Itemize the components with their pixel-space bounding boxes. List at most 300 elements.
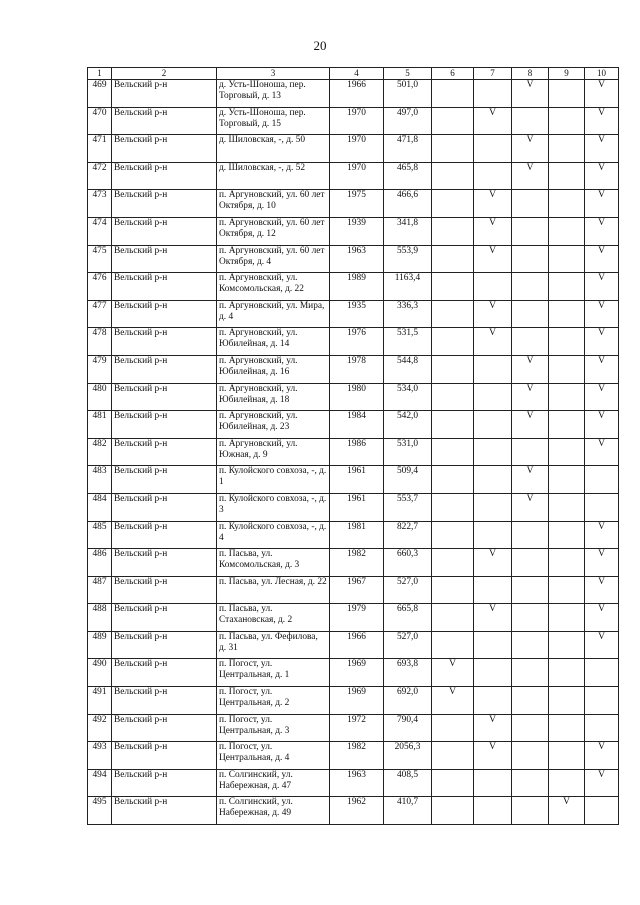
- address-cell: п. Пасьва, ул. Фефилова, д. 31: [217, 631, 330, 659]
- mark-col9-cell: [549, 411, 585, 439]
- row-number: 479: [88, 355, 112, 383]
- row-number: 488: [88, 604, 112, 632]
- mark-col7-cell: V: [474, 217, 512, 245]
- area-cell: 553,9: [384, 245, 432, 273]
- mark-col9-cell: [549, 659, 585, 687]
- year-cell: 1978: [330, 355, 384, 383]
- row-number: 495: [88, 797, 112, 825]
- mark-col10-cell: V: [585, 438, 619, 466]
- address-cell: п. Погост, ул. Центральная, д. 1: [217, 659, 330, 687]
- year-cell: 1982: [330, 549, 384, 577]
- column-header-2: 2: [112, 68, 217, 80]
- mark-col9-cell: [549, 604, 585, 632]
- district-cell: Вельский р-н: [112, 438, 217, 466]
- row-number: 472: [88, 162, 112, 190]
- district-cell: Вельский р-н: [112, 797, 217, 825]
- district-cell: Вельский р-н: [112, 687, 217, 715]
- mark-col7-cell: V: [474, 549, 512, 577]
- mark-col8-cell: [512, 245, 549, 273]
- column-header-6: 6: [432, 68, 474, 80]
- table-row: [88, 80, 619, 108]
- mark-col8-cell: [512, 190, 549, 218]
- district-cell: Вельский р-н: [112, 714, 217, 742]
- row-number: 474: [88, 217, 112, 245]
- table-row: [88, 190, 619, 218]
- area-cell: 553,7: [384, 493, 432, 521]
- row-number: 478: [88, 328, 112, 356]
- mark-col6-cell: [432, 107, 474, 135]
- mark-col10-cell: V: [585, 521, 619, 549]
- address-cell: п. Солгинский, ул. Набережная, д. 47: [217, 769, 330, 797]
- address-cell: д. Усть-Шоноша, пер. Торговый, д. 13: [217, 80, 330, 108]
- district-cell: Вельский р-н: [112, 190, 217, 218]
- mark-col10-cell: V: [585, 355, 619, 383]
- mark-col9-cell: [549, 576, 585, 604]
- mark-col8-cell: V: [512, 493, 549, 521]
- mark-col7-cell: [474, 355, 512, 383]
- mark-col8-cell: V: [512, 162, 549, 190]
- year-cell: 1979: [330, 604, 384, 632]
- mark-col7-cell: [474, 576, 512, 604]
- mark-col9-cell: [549, 135, 585, 163]
- year-cell: 1989: [330, 273, 384, 301]
- mark-col8-cell: [512, 659, 549, 687]
- row-number: 480: [88, 383, 112, 411]
- mark-col10-cell: V: [585, 300, 619, 328]
- mark-col7-cell: [474, 135, 512, 163]
- mark-col10-cell: V: [585, 328, 619, 356]
- area-cell: 336,3: [384, 300, 432, 328]
- area-cell: 471,8: [384, 135, 432, 163]
- mark-col7-cell: V: [474, 328, 512, 356]
- column-number-row: [88, 68, 619, 80]
- mark-col10-cell: V: [585, 742, 619, 770]
- row-number: 491: [88, 687, 112, 715]
- mark-col8-cell: [512, 300, 549, 328]
- row-number: 492: [88, 714, 112, 742]
- mark-col6-cell: [432, 190, 474, 218]
- table-row: [88, 162, 619, 190]
- mark-col8-cell: [512, 328, 549, 356]
- mark-col7-cell: [474, 383, 512, 411]
- table-row: [88, 411, 619, 439]
- mark-col10-cell: V: [585, 190, 619, 218]
- mark-col9-cell: [549, 217, 585, 245]
- mark-col6-cell: [432, 245, 474, 273]
- area-cell: 531,5: [384, 328, 432, 356]
- table-row: [88, 355, 619, 383]
- mark-col9-cell: [549, 438, 585, 466]
- mark-col6-cell: [432, 438, 474, 466]
- row-number: 470: [88, 107, 112, 135]
- mark-col9-cell: [549, 162, 585, 190]
- year-cell: 1969: [330, 687, 384, 715]
- mark-col8-cell: [512, 217, 549, 245]
- mark-col10-cell: V: [585, 135, 619, 163]
- area-cell: 408,5: [384, 769, 432, 797]
- mark-col9-cell: [549, 273, 585, 301]
- column-header-7: 7: [474, 68, 512, 80]
- address-cell: п. Аргуновский, ул. Юбилейная, д. 14: [217, 328, 330, 356]
- mark-col8-cell: [512, 273, 549, 301]
- mark-col6-cell: V: [432, 659, 474, 687]
- area-cell: 790,4: [384, 714, 432, 742]
- table-row: [88, 466, 619, 494]
- mark-col7-cell: [474, 273, 512, 301]
- table-body: [88, 80, 619, 825]
- mark-col8-cell: [512, 521, 549, 549]
- mark-col6-cell: [432, 576, 474, 604]
- row-number: 477: [88, 300, 112, 328]
- mark-col6-cell: V: [432, 687, 474, 715]
- table-row: [88, 245, 619, 273]
- mark-col9-cell: [549, 493, 585, 521]
- mark-col10-cell: V: [585, 769, 619, 797]
- page-number: 20: [313, 38, 327, 53]
- area-cell: 509,4: [384, 466, 432, 494]
- mark-col8-cell: V: [512, 383, 549, 411]
- mark-col8-cell: V: [512, 411, 549, 439]
- year-cell: 1961: [330, 493, 384, 521]
- mark-col6-cell: [432, 135, 474, 163]
- district-cell: Вельский р-н: [112, 493, 217, 521]
- address-cell: п. Аргуновский, ул. Мира, д. 4: [217, 300, 330, 328]
- mark-col10-cell: V: [585, 631, 619, 659]
- address-cell: п. Пасьва, ул. Комсомольская, д. 3: [217, 549, 330, 577]
- table-row: [88, 438, 619, 466]
- year-cell: 1967: [330, 576, 384, 604]
- housing-register-table: [87, 67, 619, 825]
- row-number: 469: [88, 80, 112, 108]
- table-row: [88, 521, 619, 549]
- address-cell: п. Погост, ул. Центральная, д. 4: [217, 742, 330, 770]
- mark-col9-cell: [549, 107, 585, 135]
- area-cell: 544,8: [384, 355, 432, 383]
- mark-col9-cell: [549, 687, 585, 715]
- row-number: 483: [88, 466, 112, 494]
- address-cell: п. Аргуновский, ул. Юбилейная, д. 18: [217, 383, 330, 411]
- area-cell: 531,0: [384, 438, 432, 466]
- mark-col9-cell: [549, 466, 585, 494]
- row-number: 489: [88, 631, 112, 659]
- address-cell: п. Солгинский, ул. Набережная, д. 49: [217, 797, 330, 825]
- mark-col6-cell: [432, 493, 474, 521]
- mark-col6-cell: [432, 273, 474, 301]
- mark-col8-cell: V: [512, 466, 549, 494]
- area-cell: 542,0: [384, 411, 432, 439]
- area-cell: 534,0: [384, 383, 432, 411]
- year-cell: 1972: [330, 714, 384, 742]
- area-cell: 527,0: [384, 576, 432, 604]
- district-cell: Вельский р-н: [112, 300, 217, 328]
- mark-col7-cell: [474, 521, 512, 549]
- mark-col10-cell: [585, 797, 619, 825]
- area-cell: 822,7: [384, 521, 432, 549]
- table-row: [88, 659, 619, 687]
- district-cell: Вельский р-н: [112, 659, 217, 687]
- table-row: [88, 687, 619, 715]
- district-cell: Вельский р-н: [112, 80, 217, 108]
- year-cell: 1984: [330, 411, 384, 439]
- mark-col10-cell: V: [585, 411, 619, 439]
- mark-col10-cell: V: [585, 217, 619, 245]
- mark-col8-cell: [512, 742, 549, 770]
- table-row: [88, 273, 619, 301]
- row-number: 490: [88, 659, 112, 687]
- mark-col6-cell: [432, 769, 474, 797]
- district-cell: Вельский р-н: [112, 411, 217, 439]
- address-cell: п. Погост, ул. Центральная, д. 3: [217, 714, 330, 742]
- mark-col8-cell: [512, 769, 549, 797]
- address-cell: п. Аргуновский, ул. 60 лет Октября, д. 4: [217, 245, 330, 273]
- mark-col8-cell: [512, 438, 549, 466]
- row-number: 481: [88, 411, 112, 439]
- district-cell: Вельский р-н: [112, 742, 217, 770]
- address-cell: п. Аргуновский, ул. 60 лет Октября, д. 12: [217, 217, 330, 245]
- table-row: [88, 107, 619, 135]
- mark-col10-cell: [585, 466, 619, 494]
- mark-col10-cell: V: [585, 383, 619, 411]
- mark-col9-cell: [549, 245, 585, 273]
- mark-col9-cell: [549, 383, 585, 411]
- column-header-1: 1: [88, 68, 112, 80]
- area-cell: 465,8: [384, 162, 432, 190]
- mark-col9-cell: [549, 328, 585, 356]
- district-cell: Вельский р-н: [112, 521, 217, 549]
- mark-col7-cell: V: [474, 107, 512, 135]
- address-cell: п. Пасьва, ул. Лесная, д. 22: [217, 576, 330, 604]
- mark-col8-cell: V: [512, 80, 549, 108]
- address-cell: п. Аргуновский, ул. 60 лет Октября, д. 10: [217, 190, 330, 218]
- address-cell: д. Шиловская, -, д. 50: [217, 135, 330, 163]
- mark-col6-cell: [432, 328, 474, 356]
- year-cell: 1966: [330, 80, 384, 108]
- year-cell: 1975: [330, 190, 384, 218]
- column-header-3: 3: [217, 68, 330, 80]
- district-cell: Вельский р-н: [112, 383, 217, 411]
- district-cell: Вельский р-н: [112, 162, 217, 190]
- year-cell: 1981: [330, 521, 384, 549]
- area-cell: 466,6: [384, 190, 432, 218]
- mark-col10-cell: V: [585, 549, 619, 577]
- address-cell: п. Кулойского совхоза, -, д. 1: [217, 466, 330, 494]
- mark-col10-cell: V: [585, 604, 619, 632]
- district-cell: Вельский р-н: [112, 328, 217, 356]
- mark-col7-cell: [474, 797, 512, 825]
- area-cell: 2056,3: [384, 742, 432, 770]
- mark-col6-cell: [432, 549, 474, 577]
- address-cell: п. Аргуновский, ул. Юбилейная, д. 23: [217, 411, 330, 439]
- year-cell: 1976: [330, 328, 384, 356]
- column-header-4: 4: [330, 68, 384, 80]
- district-cell: Вельский р-н: [112, 466, 217, 494]
- mark-col7-cell: [474, 769, 512, 797]
- address-cell: п. Аргуновский, ул. Юбилейная, д. 16: [217, 355, 330, 383]
- mark-col10-cell: V: [585, 162, 619, 190]
- mark-col6-cell: [432, 300, 474, 328]
- mark-col7-cell: V: [474, 714, 512, 742]
- mark-col7-cell: V: [474, 604, 512, 632]
- table-row: [88, 328, 619, 356]
- mark-col7-cell: [474, 438, 512, 466]
- table-row: [88, 300, 619, 328]
- address-cell: п. Погост, ул. Центральная, д. 2: [217, 687, 330, 715]
- row-number: 484: [88, 493, 112, 521]
- address-cell: п. Аргуновский, ул. Комсомольская, д. 22: [217, 273, 330, 301]
- mark-col6-cell: [432, 355, 474, 383]
- row-number: 494: [88, 769, 112, 797]
- mark-col6-cell: [432, 714, 474, 742]
- year-cell: 1969: [330, 659, 384, 687]
- area-cell: 341,8: [384, 217, 432, 245]
- area-cell: 410,7: [384, 797, 432, 825]
- year-cell: 1935: [330, 300, 384, 328]
- mark-col6-cell: [432, 521, 474, 549]
- mark-col10-cell: [585, 659, 619, 687]
- mark-col9-cell: [549, 300, 585, 328]
- mark-col9-cell: [549, 631, 585, 659]
- mark-col7-cell: [474, 687, 512, 715]
- address-cell: д. Усть-Шоноша, пер. Торговый, д. 15: [217, 107, 330, 135]
- row-number: 493: [88, 742, 112, 770]
- table-row: [88, 797, 619, 825]
- column-header-10: 10: [585, 68, 619, 80]
- table-row: [88, 714, 619, 742]
- column-header-5: 5: [384, 68, 432, 80]
- row-number: 486: [88, 549, 112, 577]
- mark-col7-cell: [474, 631, 512, 659]
- mark-col9-cell: [549, 549, 585, 577]
- district-cell: Вельский р-н: [112, 273, 217, 301]
- address-cell: д. Шиловская, -, д. 52: [217, 162, 330, 190]
- area-cell: 693,8: [384, 659, 432, 687]
- district-cell: Вельский р-н: [112, 217, 217, 245]
- area-cell: 692,0: [384, 687, 432, 715]
- year-cell: 1966: [330, 631, 384, 659]
- mark-col8-cell: [512, 687, 549, 715]
- year-cell: 1962: [330, 797, 384, 825]
- district-cell: Вельский р-н: [112, 135, 217, 163]
- mark-col6-cell: [432, 80, 474, 108]
- mark-col8-cell: V: [512, 355, 549, 383]
- area-cell: 497,0: [384, 107, 432, 135]
- table-row: [88, 135, 619, 163]
- row-number: 471: [88, 135, 112, 163]
- district-cell: Вельский р-н: [112, 769, 217, 797]
- table-row: [88, 742, 619, 770]
- mark-col8-cell: [512, 576, 549, 604]
- year-cell: 1939: [330, 217, 384, 245]
- column-header-9: 9: [549, 68, 585, 80]
- mark-col9-cell: [549, 521, 585, 549]
- row-number: 487: [88, 576, 112, 604]
- mark-col10-cell: [585, 714, 619, 742]
- district-cell: Вельский р-н: [112, 549, 217, 577]
- table-header: [88, 68, 619, 80]
- area-cell: 665,8: [384, 604, 432, 632]
- mark-col7-cell: [474, 493, 512, 521]
- mark-col10-cell: [585, 687, 619, 715]
- table-row: [88, 549, 619, 577]
- mark-col10-cell: V: [585, 245, 619, 273]
- year-cell: 1963: [330, 245, 384, 273]
- mark-col9-cell: [549, 769, 585, 797]
- mark-col6-cell: [432, 217, 474, 245]
- area-cell: 1163,4: [384, 273, 432, 301]
- mark-col6-cell: [432, 162, 474, 190]
- mark-col10-cell: V: [585, 576, 619, 604]
- area-cell: 660,3: [384, 549, 432, 577]
- mark-col6-cell: [432, 742, 474, 770]
- mark-col7-cell: V: [474, 300, 512, 328]
- mark-col9-cell: V: [549, 797, 585, 825]
- mark-col8-cell: [512, 549, 549, 577]
- table-row: [88, 631, 619, 659]
- mark-col7-cell: [474, 80, 512, 108]
- table-row: [88, 217, 619, 245]
- mark-col6-cell: [432, 631, 474, 659]
- mark-col10-cell: V: [585, 107, 619, 135]
- year-cell: 1970: [330, 107, 384, 135]
- mark-col7-cell: [474, 659, 512, 687]
- year-cell: 1986: [330, 438, 384, 466]
- area-cell: 527,0: [384, 631, 432, 659]
- table-row: [88, 493, 619, 521]
- mark-col6-cell: [432, 383, 474, 411]
- table-row: [88, 604, 619, 632]
- table-row: [88, 576, 619, 604]
- year-cell: 1961: [330, 466, 384, 494]
- mark-col7-cell: [474, 411, 512, 439]
- district-cell: Вельский р-н: [112, 107, 217, 135]
- mark-col6-cell: [432, 604, 474, 632]
- row-number: 473: [88, 190, 112, 218]
- mark-col8-cell: [512, 631, 549, 659]
- district-cell: Вельский р-н: [112, 245, 217, 273]
- mark-col7-cell: V: [474, 190, 512, 218]
- mark-col10-cell: V: [585, 273, 619, 301]
- row-number: 475: [88, 245, 112, 273]
- district-cell: Вельский р-н: [112, 576, 217, 604]
- year-cell: 1963: [330, 769, 384, 797]
- mark-col9-cell: [549, 742, 585, 770]
- mark-col9-cell: [549, 355, 585, 383]
- table-row: [88, 383, 619, 411]
- mark-col6-cell: [432, 797, 474, 825]
- address-cell: п. Кулойского совхоза, -, д. 4: [217, 521, 330, 549]
- mark-col7-cell: V: [474, 742, 512, 770]
- mark-col6-cell: [432, 466, 474, 494]
- mark-col8-cell: V: [512, 135, 549, 163]
- year-cell: 1970: [330, 162, 384, 190]
- address-cell: п. Аргуновский, ул. Южная, д. 9: [217, 438, 330, 466]
- district-cell: Вельский р-н: [112, 604, 217, 632]
- mark-col10-cell: V: [585, 80, 619, 108]
- mark-col7-cell: V: [474, 245, 512, 273]
- mark-col7-cell: [474, 466, 512, 494]
- mark-col9-cell: [549, 714, 585, 742]
- mark-col8-cell: [512, 714, 549, 742]
- mark-col8-cell: [512, 604, 549, 632]
- mark-col7-cell: [474, 162, 512, 190]
- mark-col8-cell: [512, 797, 549, 825]
- row-number: 485: [88, 521, 112, 549]
- year-cell: 1970: [330, 135, 384, 163]
- mark-col6-cell: [432, 411, 474, 439]
- mark-col9-cell: [549, 190, 585, 218]
- year-cell: 1982: [330, 742, 384, 770]
- mark-col8-cell: [512, 107, 549, 135]
